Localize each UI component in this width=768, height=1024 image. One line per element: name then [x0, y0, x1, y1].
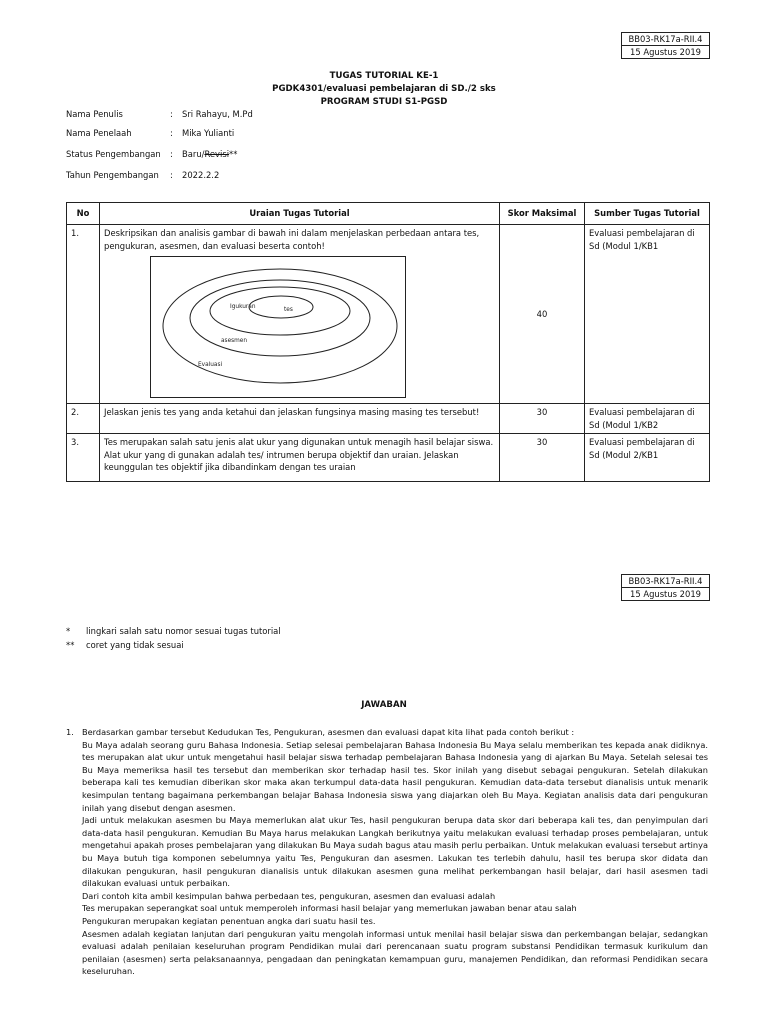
col-header-task: Uraian Tugas Tutorial: [100, 203, 500, 225]
footnote-single-star: [66, 626, 281, 637]
col-header-source: Sumber Tugas Tutorial: [585, 203, 710, 225]
header-title: TUGAS TUTORIAL KE-1: [329, 71, 439, 81]
label-tes: tes: [284, 307, 293, 313]
document-code: BB03-RK17a-RII.4: [628, 576, 703, 586]
footnote-mark: *: [66, 626, 71, 636]
answer-paragraph: Bu Maya adalah seorang guru Bahasa Indonesia. Setiap selesai pembelajaran Bahasa Indonesia Bu Maya selalu memberikan tes kepada anak didiknya. tes merupakan alat ukur untuk mengetahui hasil belajar siswa terhadap pembelajaran Bahasa Indonesia yang di ajarkan Bu Maya. Setelah selesai tes Bu Maya memeriksa hasil tes tersebut dan memberikan skor terhadap hasil tes. Skor inilah yang disebut sebagai pengukuran. Setelah dilakukan beberapa kali tes kemudian diberikan skor maka akan terkumpul data-data hasil pengukuran. Kemudian data-data tersebut dianalisis untuk menarik kesimpulan tentang bagaimana perkembangan belajar Bahasa Indonesia siswa yang diajarkan oleh Bu Maya. Kegiatan analisis data dari pengukuran inilah yang disebut dengan asesmen.: [82, 739, 708, 813]
meta-year-label: Tahun Pengembangan: [66, 170, 159, 180]
meta-colon: :: [170, 128, 173, 138]
answer-section: [66, 726, 708, 978]
status-new: Baru/: [182, 149, 205, 159]
answer-title: JAWABAN: [361, 700, 407, 710]
ellipse-tes: [249, 296, 313, 318]
row-source: Evaluasi pembelajaran di Sd (Modul 1/KB1: [585, 225, 710, 404]
task-table: [66, 202, 710, 482]
document-code-box-top: [621, 32, 710, 59]
row-score: 30: [500, 434, 585, 482]
label-pengukuran: Igukuran: [230, 304, 256, 310]
answer-paragraph: Jadi untuk melakukan asesmen bu Maya memerlukan alat ukur Tes, hasil pengukuran berupa data skor dari beberapa kali tes, dan penyimpulan dari data-data hasil pengukuran. Kemudian Bu Maya harus melakukan Langkah berikutnya yaitu melakukan evaluasi terhadap proses pembelajaran, untuk mengetahui apakah proses pembelajaran yang dilakukan Bu Maya sudah bagus atau masih perlu perbaikan. Untuk melakukan evaluasi tersebut artinya bu Maya butuh tiga komponen sebelumnya yaitu Tes, Pengukuran dan asesmen. Lakukan tes terlebih dahulu, hasil tes berupa skor didata dan dilakukan pengukuran, hasil pengukuran dianalisis untuk dilakukan asesmen guna melihat perkembangan hasil belajar, dari hasil asesmen tadi dilakukan evaluasi untuk perbaikan.: [82, 815, 708, 889]
answer-paragraph: Berdasarkan gambar tersebut Kedudukan Tes, Pengukuran, asesmen dan evaluasi dapat kita lihat pada contoh berikut :: [82, 727, 575, 737]
answer-paragraph: Asesmen adalah kegiatan lanjutan dari pengukuran yaitu mengolah informasi untuk menilai hasil belajar siswa dan perkembangan belajar, sedangkan evaluasi adalah penilaian keseluruhan program Pendidikan mulai dari perencanaan suatu program substansi Pendidikan termasuk kurikulum dan penilaian (asesmen) serta pelaksanaannya, pengadaan dan peningkatan kemampuan guru, manajemen Pendidikan, dan reformasi Pendidikan secara keseluruhan.: [82, 928, 708, 977]
nested-ellipse-diagram: [150, 256, 406, 398]
table-row: [67, 434, 710, 482]
header-course: PGDK4301/evaluasi pembelajaran di SD./2 sks: [272, 84, 496, 94]
meta-colon: :: [170, 149, 173, 159]
meta-author-value: Sri Rahayu, M.Pd: [182, 109, 253, 119]
row-score: 40: [500, 225, 585, 404]
row-source: Evaluasi pembelajaran di Sd (Modul 1/KB2: [585, 404, 710, 434]
row-source: Evaluasi pembelajaran di Sd (Modul 2/KB1: [585, 434, 710, 482]
meta-status-value: [182, 149, 237, 160]
answer-paragraph: Tes merupakan seperangkat soal untuk memperoleh informasi hasil belajar yang memerlukan jawaban benar atau salah: [82, 903, 577, 914]
meta-reviewer-label: Nama Penelaah: [66, 128, 132, 138]
answer-paragraph: Dari contoh kita ambil kesimpulan bahwa perbedaan tes, pengukuran, asesmen dan evaluasi adalah: [82, 890, 496, 901]
answer-number: 1.: [66, 727, 74, 737]
col-header-score: Skor Maksimal: [500, 203, 585, 225]
meta-colon: :: [170, 109, 173, 119]
col-header-no: No: [67, 203, 100, 225]
row-number: 1.: [67, 225, 100, 404]
document-code-box-bottom: [621, 574, 710, 601]
row-task-text: Deskripsikan dan analisis gambar di bawah ini dalam menjelaskan perbedaan antara tes, pengukuran, asesmen, dan evaluasi beserta contoh!: [104, 228, 480, 251]
document-date: 15 Agustus 2019: [622, 45, 709, 58]
table-row: [67, 225, 710, 404]
meta-status-label: Status Pengembangan: [66, 149, 161, 159]
label-evaluasi: Evaluasi: [198, 362, 223, 368]
footnote-text: coret yang tidak sesuai: [86, 640, 184, 650]
status-footnote-mark: **: [229, 149, 238, 159]
meta-author-label: Nama Penulis: [66, 109, 123, 119]
row-score: 30: [500, 404, 585, 434]
row-task-cell: [100, 225, 500, 404]
meta-reviewer-value: Mika Yulianti: [182, 128, 235, 138]
row-task-text: Jelaskan jenis tes yang anda ketahui dan jelaskan fungsinya masing masing tes tersebut!: [100, 404, 500, 434]
table-header-row: [67, 203, 710, 225]
meta-year-value: 2022.2.2: [182, 170, 220, 180]
header-program: PROGRAM STUDI S1-PGSD: [320, 97, 448, 107]
answer-paragraph: Pengukuran merupakan kegiatan penentuan angka dari suatu hasil tes.: [82, 915, 376, 926]
meta-colon: :: [170, 170, 173, 180]
status-revision-struck: Revisi: [204, 149, 230, 159]
footnote-mark: **: [66, 640, 75, 650]
answer-body: [82, 726, 708, 978]
label-asesmen: asesmen: [221, 338, 248, 344]
row-task-text: Tes merupakan salah satu jenis alat ukur yang digunakan untuk menagih hasil belajar siswa. Alat ukur yang di gunakan adalah tes/ intrumen berupa objektif dan uraian. Jelaskan keunggulan tes objektif jika dibandinkam dengan tes uraian: [100, 434, 500, 482]
document-date: 15 Agustus 2019: [622, 587, 709, 600]
row-number: 3.: [67, 434, 100, 482]
footnote-double-star: [66, 640, 184, 651]
document-code: BB03-RK17a-RII.4: [628, 34, 703, 44]
ellipse-pengukuran: [210, 287, 350, 335]
footnote-text: lingkari salah satu nomor sesuai tugas tutorial: [86, 626, 281, 636]
row-number: 2.: [67, 404, 100, 434]
table-row: [67, 404, 710, 434]
